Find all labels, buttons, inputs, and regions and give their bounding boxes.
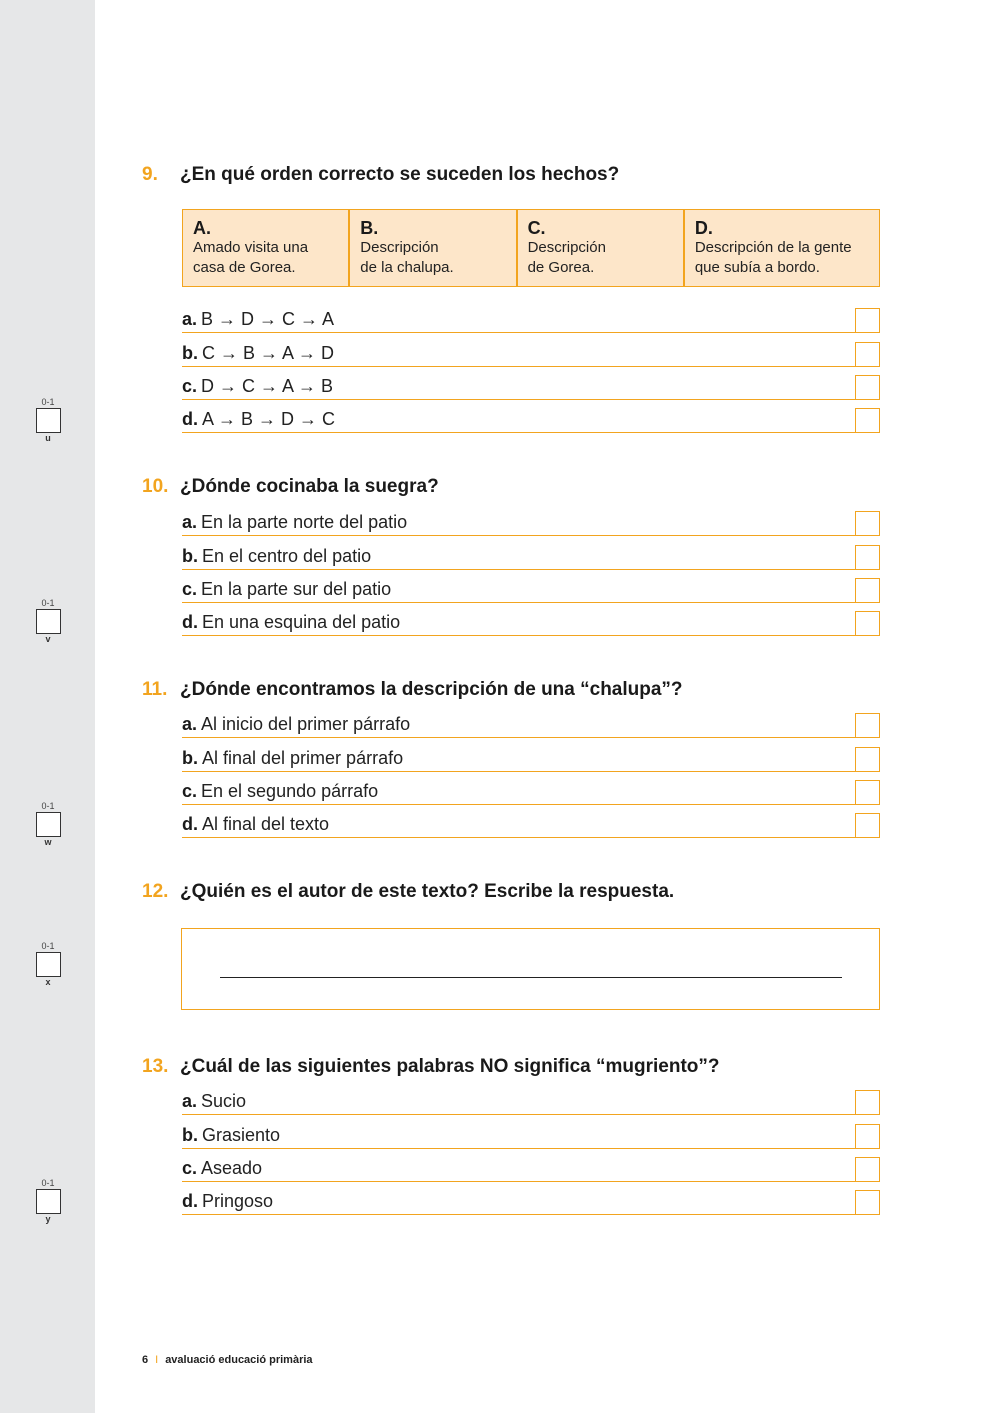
option-row: [182, 536, 880, 569]
question-text: ¿En qué orden correcto se suceden los hechos?: [180, 164, 620, 185]
question-10: [142, 476, 439, 498]
score-range: 0-1: [41, 801, 55, 811]
question-9: [142, 164, 619, 186]
option-text: En el segundo párrafo: [201, 780, 379, 801]
option-letter: d.: [182, 612, 198, 633]
page-number: 6: [142, 1354, 149, 1366]
event-card-b: [349, 209, 516, 287]
option-text: D → C → A → B: [201, 375, 334, 396]
option-row: [182, 805, 880, 838]
option-letter: b.: [182, 545, 198, 566]
score-letter: w: [44, 837, 52, 847]
score-range: 0-1: [41, 1178, 55, 1188]
option-text: Sucio: [201, 1091, 247, 1112]
option-row: [182, 570, 880, 603]
option-checkbox[interactable]: [855, 813, 880, 838]
event-desc-line: Descripción: [360, 239, 439, 256]
question-number: 9.: [142, 164, 158, 185]
event-key: A.: [193, 218, 211, 238]
option-row: [182, 367, 880, 400]
footer-separator: I: [155, 1354, 159, 1366]
event-key: B.: [360, 218, 379, 238]
score-input[interactable]: [36, 952, 61, 977]
event-desc-line: Descripción de la gente: [694, 239, 852, 256]
question-text: ¿Quién es el autor de este texto? Escribe la respuesta.: [180, 881, 675, 902]
footer-title: avaluació educació primària: [165, 1354, 313, 1366]
option-row: [182, 772, 880, 805]
options-q13: [182, 1082, 880, 1215]
option-checkbox[interactable]: [855, 1157, 880, 1182]
option-letter: d.: [182, 1191, 198, 1212]
answer-line: [220, 977, 842, 978]
option-letter: d.: [182, 814, 198, 835]
score-letter: x: [45, 977, 51, 987]
option-row: [182, 603, 880, 636]
score-letter: u: [45, 433, 51, 443]
score-box-q11: [35, 801, 61, 848]
option-checkbox[interactable]: [855, 511, 880, 536]
option-letter: a.: [182, 1091, 198, 1112]
event-key: C.: [527, 218, 546, 238]
option-text: Aseado: [201, 1157, 263, 1178]
options-q11: [182, 705, 880, 838]
option-text: Al final del texto: [202, 814, 330, 835]
score-input[interactable]: [36, 609, 61, 634]
option-text: En la parte sur del patio: [201, 578, 392, 599]
event-desc-line: que subía a bordo.: [694, 259, 820, 276]
option-checkbox[interactable]: [855, 408, 880, 433]
option-text: A → B → D → C: [202, 409, 336, 430]
score-letter: v: [45, 634, 51, 644]
event-card-c: [517, 209, 684, 287]
event-desc-line: de la chalupa.: [360, 259, 454, 276]
option-letter: c.: [182, 375, 198, 396]
event-desc-line: Amado visita una: [193, 239, 309, 256]
option-row: [182, 400, 880, 433]
option-text: En la parte norte del patio: [201, 512, 408, 533]
option-letter: c.: [182, 1157, 198, 1178]
score-input[interactable]: [36, 408, 61, 433]
option-checkbox[interactable]: [855, 780, 880, 805]
option-row: [182, 333, 880, 366]
score-range: 0-1: [41, 941, 55, 951]
option-row: [182, 503, 880, 536]
question-number: 10.: [142, 476, 169, 497]
question-13: [142, 1056, 720, 1078]
option-letter: c.: [182, 578, 198, 599]
option-letter: a.: [182, 714, 198, 735]
question-number: 13.: [142, 1056, 169, 1077]
option-text: Al inicio del primer párrafo: [201, 714, 411, 735]
option-checkbox[interactable]: [855, 375, 880, 400]
question-number: 11.: [142, 679, 168, 700]
author-answer-box[interactable]: [181, 928, 880, 1010]
question-12: [142, 881, 674, 903]
option-checkbox[interactable]: [855, 747, 880, 772]
option-letter: c.: [182, 780, 198, 801]
event-card-a: [182, 209, 349, 287]
event-desc-line: casa de Gorea.: [193, 259, 296, 276]
option-row: [182, 1082, 880, 1115]
event-key: D.: [694, 218, 713, 238]
options-q10: [182, 503, 880, 636]
question-text: ¿Dónde encontramos la descripción de una “chalupa”?: [180, 679, 683, 700]
event-desc-line: de Gorea.: [527, 259, 595, 276]
event-desc-line: Descripción: [527, 239, 606, 256]
option-checkbox[interactable]: [855, 545, 880, 570]
option-row: [182, 1149, 880, 1182]
option-row: [182, 300, 880, 333]
option-checkbox[interactable]: [855, 611, 880, 636]
score-box-q10: [35, 598, 61, 645]
score-input[interactable]: [36, 812, 61, 837]
question-11: [142, 679, 683, 701]
option-letter: a.: [182, 309, 198, 330]
option-text: B → D → C → A: [201, 309, 335, 330]
option-checkbox[interactable]: [855, 713, 880, 738]
option-letter: a.: [182, 512, 198, 533]
question-text: ¿Dónde cocinaba la suegra?: [180, 476, 439, 497]
option-letter: b.: [182, 1124, 198, 1145]
option-row: [182, 1182, 880, 1215]
option-letter: d.: [182, 409, 198, 430]
score-box-q9: [35, 397, 61, 444]
page-footer: [142, 1354, 313, 1366]
option-letter: b.: [182, 747, 198, 768]
option-text: En una esquina del patio: [202, 612, 401, 633]
option-text: Al final del primer párrafo: [202, 747, 404, 768]
score-box-q12: [35, 941, 61, 988]
option-checkbox[interactable]: [855, 578, 880, 603]
option-letter: b.: [182, 342, 198, 363]
option-checkbox[interactable]: [855, 308, 880, 333]
option-row: [182, 1115, 880, 1148]
score-box-q13: [35, 1178, 61, 1225]
event-cards: [182, 209, 880, 287]
option-text: Pringoso: [202, 1191, 274, 1212]
option-row: [182, 738, 880, 771]
score-letter: y: [45, 1214, 51, 1224]
question-number: 12.: [142, 881, 169, 902]
option-checkbox[interactable]: [855, 342, 880, 367]
option-text: En el centro del patio: [202, 545, 372, 566]
score-range: 0-1: [41, 397, 55, 407]
options-q9: [182, 300, 880, 433]
event-card-d: [684, 209, 880, 287]
score-range: 0-1: [41, 598, 55, 608]
question-text: ¿Cuál de las siguientes palabras NO significa “mugriento”?: [180, 1056, 720, 1077]
option-checkbox[interactable]: [855, 1124, 880, 1149]
option-checkbox[interactable]: [855, 1090, 880, 1115]
option-checkbox[interactable]: [855, 1190, 880, 1215]
option-row: [182, 705, 880, 738]
score-input[interactable]: [36, 1189, 61, 1214]
option-text: Grasiento: [202, 1124, 281, 1145]
option-text: C → B → A → D: [202, 342, 335, 363]
